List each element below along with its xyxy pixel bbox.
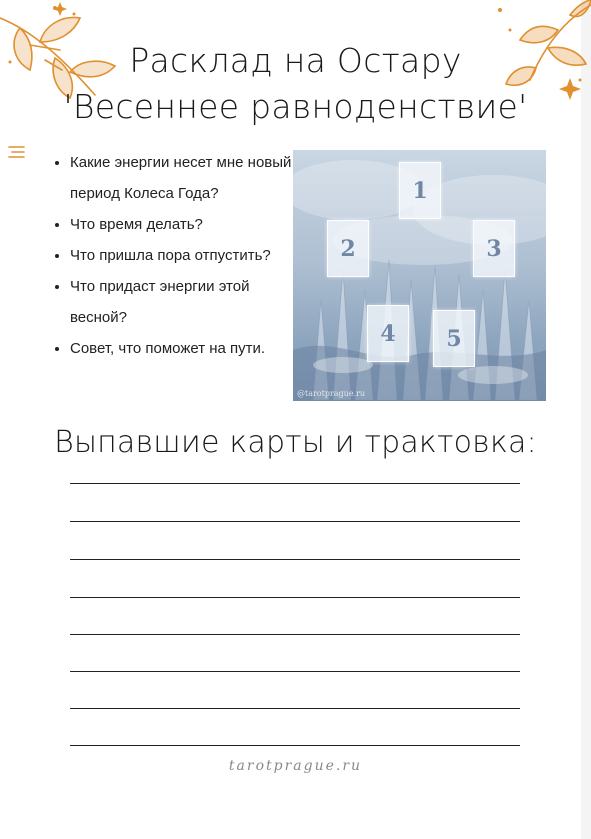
card-number: 2	[340, 235, 356, 262]
spread-card-1	[399, 162, 441, 219]
question-item: • Какие энергии несет мне новый период Колеса Года?	[70, 147, 310, 209]
writing-line[interactable]	[70, 708, 520, 709]
spread-card-3	[473, 220, 515, 277]
question-item: • Что пришла пора отпустить?	[70, 240, 310, 271]
image-watermark: @tarotprague.ru	[297, 389, 366, 398]
question-item: • Что придаст энергии этой весной?	[70, 271, 310, 333]
spread-card-2	[327, 220, 369, 277]
question-list	[50, 147, 310, 364]
footer-site-link[interactable]: tarotprague.ru	[228, 758, 363, 774]
card-number: 1	[412, 177, 428, 204]
card-number: 4	[380, 320, 396, 347]
question-item: • Что время делать?	[70, 209, 310, 240]
title-line-2: 'Весеннее равноденствие'	[63, 87, 528, 126]
chevron-arrow-icon	[8, 145, 26, 159]
writing-line[interactable]	[70, 483, 520, 484]
writing-line[interactable]	[70, 597, 520, 598]
question-item: • Совет, что поможет на пути.	[70, 333, 310, 364]
writing-line[interactable]	[70, 521, 520, 522]
card-number: 3	[486, 235, 502, 262]
writing-line[interactable]	[70, 671, 520, 672]
writing-line[interactable]	[70, 559, 520, 560]
spread-card-5	[433, 310, 475, 367]
spread-card-4	[367, 305, 409, 362]
page-title	[0, 38, 591, 130]
spread-image	[293, 150, 546, 401]
writing-line[interactable]	[70, 745, 520, 746]
title-line-1: Расклад на Остару	[129, 41, 462, 80]
writing-line[interactable]	[70, 634, 520, 635]
card-number: 5	[446, 325, 462, 352]
section-heading: Выпавшие карты и трактовка:	[54, 425, 537, 460]
